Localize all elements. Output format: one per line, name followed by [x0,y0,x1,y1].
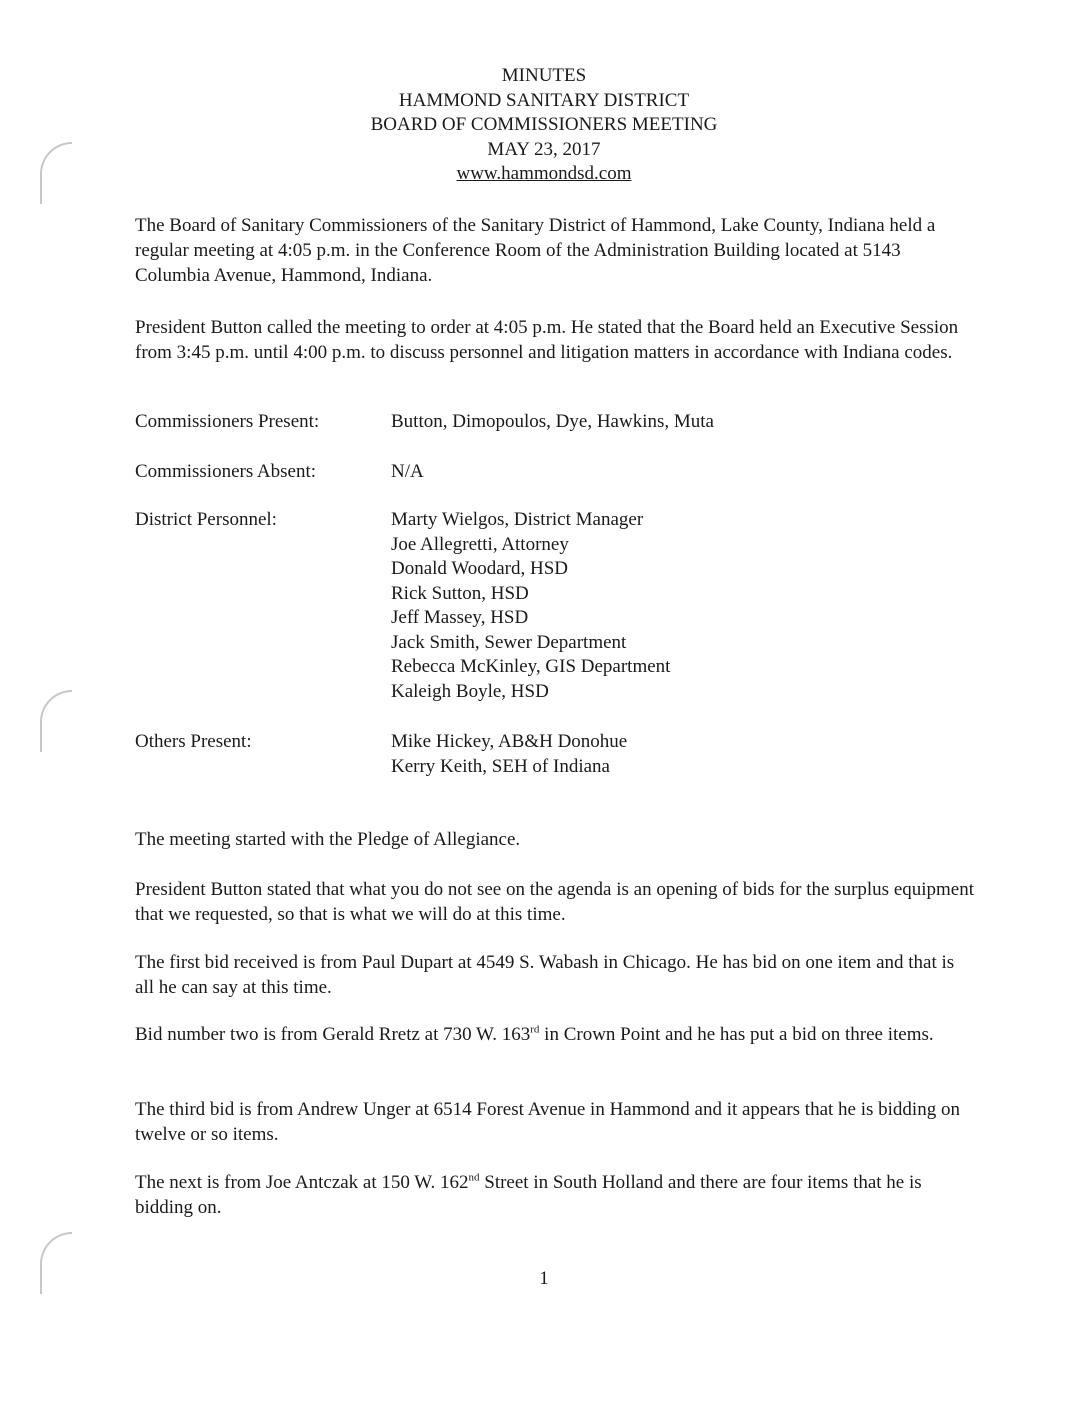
commissioners-present-label: Commissioners Present: [135,411,320,432]
meeting-date: MAY 23, 2017 [487,138,601,160]
bid-three-paragraph: The third bid is from Andrew Unger at 6514 Forest Avenue in Hammond and it appears that he is bidding on twelve or so items. [135,1099,960,1145]
personnel-item: Rick Sutton, HSD [391,582,529,604]
commissioners-absent-value: N/A [391,461,424,482]
intro-paragraph: The Board of Sanitary Commissioners of the Sanitary District of Hammond, Lake County, Indiana held a regular meeting at 4:05 p.m. in the Conference Room of the Administration Building located at 5143 Columbia Avenue, Hammond, Indiana. [135,215,936,286]
district-personnel-label: District Personnel: [135,509,277,530]
hole-punch-mark [40,690,72,752]
document-header [0,64,1088,187]
bid-two-text-rest: in Crown Point and he has put a bid on three items. [539,1024,934,1045]
ordinal-suffix: rd [530,1023,540,1036]
bids-intro-paragraph: President Button stated that what you do not see on the agenda is an opening of bids for the surplus equipment that we requested, so that is what we will do at this time. [135,879,975,925]
others-present-list [391,730,627,779]
others-item: Mike Hickey, AB&H Donohue [391,731,628,752]
others-present-label: Others Present: [135,731,252,752]
personnel-item: Kaleigh Boyle, HSD [391,680,549,702]
organization-name: HAMMOND SANITARY DISTRICT [398,89,690,111]
others-item: Kerry Keith, SEH of Indiana [391,755,610,777]
commissioners-present-value: Button, Dimopoulos, Dye, Hawkins, Muta [391,411,714,432]
personnel-item: Donald Woodard, HSD [391,558,569,579]
bid-two-paragraph [135,1022,975,1047]
pledge-paragraph: The meeting started with the Pledge of Allegiance. [135,829,521,850]
bid-two-text: Bid number two is from Gerald Rretz at 730 W. 163 [135,1024,531,1045]
doc-title: MINUTES [501,65,587,86]
page-number: 1 [539,1268,549,1289]
bid-four-text-rest: Street in South Holland and there are four items that he is bidding on. [135,1172,922,1218]
ordinal-suffix: nd [468,1171,480,1184]
call-to-order-paragraph: President Button called the meeting to order at 4:05 p.m. He stated that the Board held an Executive Session from 3:45 p.m. until 4:00 p.m. to discuss personnel and litigation matters in accordance with Indiana codes. [135,317,959,363]
commissioners-absent-label: Commissioners Absent: [135,461,317,482]
website-link[interactable]: www.hammondsd.com [456,163,632,184]
personnel-item: Marty Wielgos, District Manager [391,509,644,530]
personnel-item: Joe Allegretti, Attorney [391,533,569,555]
bid-four-paragraph [135,1170,975,1220]
personnel-item: Jeff Massey, HSD [391,607,529,628]
district-personnel-list [391,508,670,704]
bid-four-text: The next is from Joe Antczak at 150 W. 162 [135,1172,469,1193]
personnel-item: Rebecca McKinley, GIS Department [391,656,671,677]
meeting-name: BOARD OF COMMISSIONERS MEETING [370,114,718,135]
personnel-item: Jack Smith, Sewer Department [391,631,627,653]
bid-one-paragraph: The first bid received is from Paul Dupart at 4549 S. Wabash in Chicago. He has bid on one item and that is all he can say at this time. [135,952,955,998]
